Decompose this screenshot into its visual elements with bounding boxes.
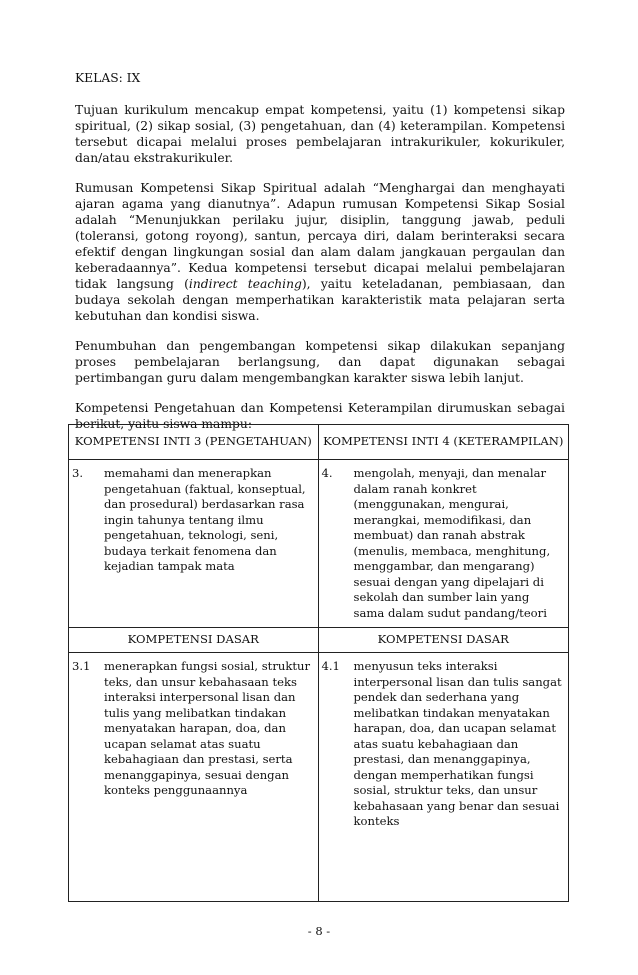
document-body: [75, 70, 565, 446]
paragraph-attitude-text-b: ), yaitu keteladanan, pembiasaan, dan budaya sekolah dengan memperhatikan karakteristik mata pelajaran serta kebutuhan dan kondisi siswa.: [75, 277, 565, 323]
kd3-number: 3.1: [72, 659, 91, 673]
competence-table: [68, 424, 569, 902]
table-header-row: [69, 425, 569, 460]
paragraph-knowledge-skills-intro: Kompetensi Pengetahuan dan Kompetensi Keterampilan dirumuskan sebagai berikut, yaitu siswa mampu:: [75, 401, 565, 431]
ki4-text: mengolah, menyaji, dan menalar dalam ranah konkret (menggunakan, mengurai, merangkai, memodifikasi, dan membuat) dan ranah abstrak (menulis, membaca, menghitung, menggambar, dan mengarang) sesuai dengan yang dipelajari di sekolah dan sumber lain yang sama dalam sudut pandang/teori: [353, 466, 551, 620]
ki3-header: KOMPETENSI INTI 3 (PENGETAHUAN): [69, 425, 319, 460]
paragraph-attitude-development: Penumbuhan dan pengembangan kompetensi sikap dilakukan sepanjang proses pembelajaran berlangsung, dan dapat digunakan sebagai pertimbangan guru dalam mengembangkan karakter siswa lebih lanjut.: [75, 339, 565, 385]
ki4-cell: [318, 460, 569, 628]
ki3-cell: [69, 460, 319, 628]
kd3-text: menerapkan fungsi sosial, struktur teks, dan unsur kebahasaan teks interaksi interpersonal lisan dan tulis yang melibatkan tindakan menyatakan harapan, doa, dan ucapan selamat atas suatu kebahagiaan dan prestasi, serta menanggapinya, sesuai dengan konteks penggunaannya: [104, 659, 311, 797]
page-number: - 8 -: [307, 924, 331, 938]
kd3-cell: [69, 653, 319, 902]
ki4-number: 4.: [321, 466, 333, 480]
class-heading: KELAS: IX: [75, 71, 141, 85]
ki3-number: 3.: [72, 466, 84, 480]
paragraph-attitude-competence: [75, 180, 565, 324]
kd4-cell: [318, 653, 569, 902]
ki3-text: memahami dan menerapkan pengetahuan (faktual, konseptual, dan prosedural) berdasarkan rasa ingin tahunya tentang ilmu pengetahuan, teknologi, seni, budaya terkait fenomena dan kejadian tampak mata: [104, 466, 306, 573]
paragraph-attitude-text-a: Rumusan Kompetensi Sikap Spiritual adalah “Menghargai dan menghayati ajaran agama yang dianutnya”. Adapun rumusan Kompetensi Sikap Sosial adalah “Menunjukkan perilaku jujur, disiplin, tanggung jawab, peduli (toleransi, gotong royong), santun, percaya diri, dalam berinteraksi secara efektif dengan lingkungan sosial dan alam dalam jangkauan pergaulan dan keberadaannya”. Kedua kompetensi tersebut dicapai melalui pembelajaran tidak langsung (: [75, 181, 565, 291]
table-row-basic-competence-header: [69, 628, 569, 653]
kd4-text: menyusun teks interaksi interpersonal lisan dan tulis sangat pendek dan sederhana yang melibatkan tindakan menyatakan harapan, doa, dan ucapan selamat atas suatu kebahagiaan dan prestasi, dan menanggapinya, dengan memperhatikan fungsi sosial, struktur teks, dan unsur kebahasaan yang benar dan sesuai konteks: [353, 659, 562, 828]
paragraph-curriculum-goal: Tujuan kurikulum mencakup empat kompetensi, yaitu (1) kompetensi sikap spiritual, (2) sikap sosial, (3) pengetahuan, dan (4) keterampilan. Kompetensi tersebut dicapai melalui proses pembelajaran intrakurikuler, kokurikuler, dan/atau ekstrakurikuler.: [75, 103, 565, 165]
kd4-number: 4.1: [321, 659, 340, 673]
kd-header-left: KOMPETENSI DASAR: [69, 628, 319, 653]
paragraph-attitude-italic: indirect teaching: [188, 277, 302, 291]
kd-header-right: KOMPETENSI DASAR: [318, 628, 569, 653]
table-row-basic-competence: [69, 653, 569, 902]
table-row-core-competence: [69, 460, 569, 628]
ki4-header: KOMPETENSI INTI 4 (KETERAMPILAN): [318, 425, 569, 460]
